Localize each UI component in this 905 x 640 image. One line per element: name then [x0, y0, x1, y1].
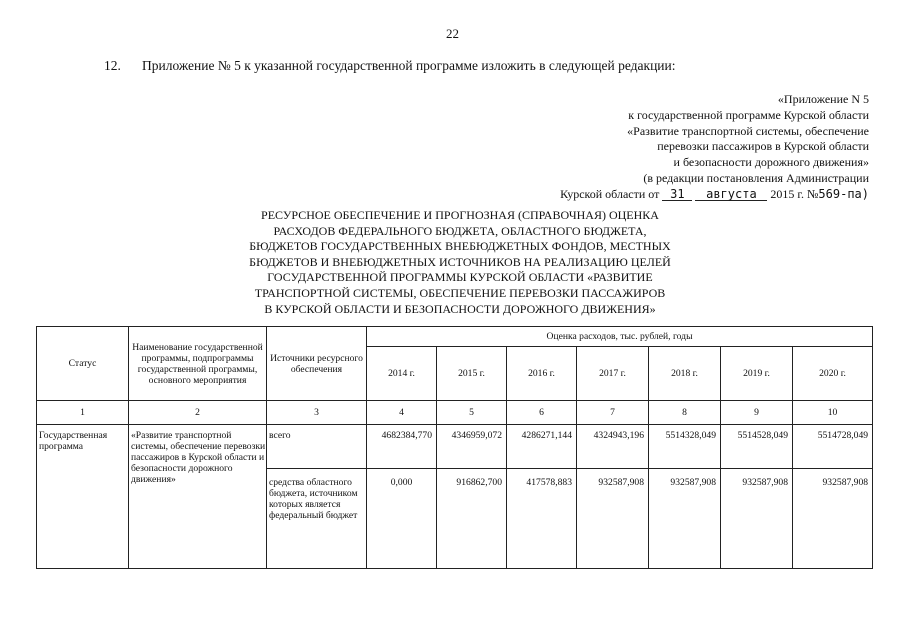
title-line: ТРАНСПОРТНОЙ СИСТЕМЫ, ОБЕСПЕЧЕНИЕ ПЕРЕВОЗКИ ПАССАЖИРОВ [254, 285, 666, 300]
column-number: 10 [793, 401, 873, 425]
amendment-item [104, 58, 676, 74]
resolution-prefix: Курской области от [560, 186, 660, 201]
row-value: 932587,908 [721, 469, 793, 569]
page-number: 22 [446, 26, 459, 41]
header-year: 2020 г. [793, 347, 873, 401]
resolution-date-line [509, 187, 869, 203]
header-year: 2016 г. [507, 347, 577, 401]
header-year: 2018 г. [649, 347, 721, 401]
resource-table [36, 326, 873, 569]
appendix-header [509, 92, 869, 203]
header-sources: Источники ресурсного обеспечения [267, 327, 367, 401]
resolution-month: августа [695, 188, 767, 201]
header-year: 2015 г. [437, 347, 507, 401]
row-value: 4324943,196 [577, 425, 649, 469]
title-line: ГОСУДАРСТВЕННОЙ ПРОГРАММЫ КУРСКОЙ ОБЛАСТИ «РАЗВИТИЕ [267, 270, 653, 285]
row-value: 932587,908 [649, 469, 721, 569]
column-number: 1 [37, 401, 129, 425]
row-value: 916862,700 [437, 469, 507, 569]
header-year: 2014 г. [367, 347, 437, 401]
title-line: РЕСУРСНОЕ ОБЕСПЕЧЕНИЕ И ПРОГНОЗНАЯ (СПРАВОЧНАЯ) ОЦЕНКА [261, 208, 659, 222]
document-title [200, 208, 720, 317]
appendix-line: «Приложение N 5 [777, 92, 869, 106]
row-value: 5514328,049 [649, 425, 721, 469]
appendix-line: (в редакции постановления Администрации [643, 170, 869, 185]
title-line: В КУРСКОЙ ОБЛАСТИ И БЕЗОПАСНОСТИ ДОРОЖНОГО ДВИЖЕНИЯ» [264, 301, 656, 316]
column-number: 2 [129, 401, 267, 425]
resolution-day: 31 [662, 188, 692, 201]
column-number-row [37, 401, 873, 425]
title-line: БЮДЖЕТОВ И ВНЕБЮДЖЕТНЫХ ИСТОЧНИКОВ НА РЕАЛИЗАЦИЮ ЦЕЛЕЙ [249, 254, 671, 269]
title-line: БЮДЖЕТОВ ГОСУДАРСТВЕННЫХ ВНЕБЮДЖЕТНЫХ ФОНДОВ, МЕСТНЫХ [249, 239, 671, 254]
appendix-line: перевозки пассажиров в Курской области [657, 139, 869, 154]
table-row [37, 425, 873, 469]
column-number: 8 [649, 401, 721, 425]
row-status: Государственная программа [37, 425, 129, 569]
row-value: 4682384,770 [367, 425, 437, 469]
item-number: 12. [104, 58, 121, 73]
row-value: 5514728,049 [793, 425, 873, 469]
header-year: 2019 г. [721, 347, 793, 401]
header-estimate: Оценка расходов, тыс. рублей, годы [367, 327, 873, 347]
row-value: 0,000 [367, 469, 437, 569]
header-name: Наименование государственной программы, подпрограммы государственной программы, основного мероприятия [129, 327, 267, 401]
column-number: 5 [437, 401, 507, 425]
column-number: 4 [367, 401, 437, 425]
header-year: 2017 г. [577, 347, 649, 401]
header-status: Статус [37, 327, 129, 401]
row-value: 4286271,144 [507, 425, 577, 469]
appendix-line: к государственной программе Курской области [628, 107, 869, 122]
resolution-year: 2015 г. № [770, 186, 819, 201]
column-number: 7 [577, 401, 649, 425]
row-value: 5514528,049 [721, 425, 793, 469]
column-number: 3 [267, 401, 367, 425]
column-number: 6 [507, 401, 577, 425]
title-line: РАСХОДОВ ФЕДЕРАЛЬНОГО БЮДЖЕТА, ОБЛАСТНОГО БЮДЖЕТА, [273, 223, 647, 238]
column-number: 9 [721, 401, 793, 425]
row-value: 932587,908 [577, 469, 649, 569]
row-value: 417578,883 [507, 469, 577, 569]
row-value: 932587,908 [793, 469, 873, 569]
row-source: средства областного бюджета, источником которых является федеральный бюджет [267, 469, 367, 569]
appendix-line: и безопасности дорожного движения» [673, 155, 869, 170]
row-source: всего [267, 425, 367, 469]
resolution-number: 569-па) [818, 186, 869, 201]
row-value: 4346959,072 [437, 425, 507, 469]
row-program-name: «Развитие транспортной системы, обеспечение перевозки пассажиров в Курской области и безопасности дорожного движения» [129, 425, 267, 569]
item-text: Приложение № 5 к указанной государственной программе изложить в следующей редакции: [142, 58, 676, 73]
appendix-line: «Развитие транспортной системы, обеспечение [627, 123, 869, 138]
